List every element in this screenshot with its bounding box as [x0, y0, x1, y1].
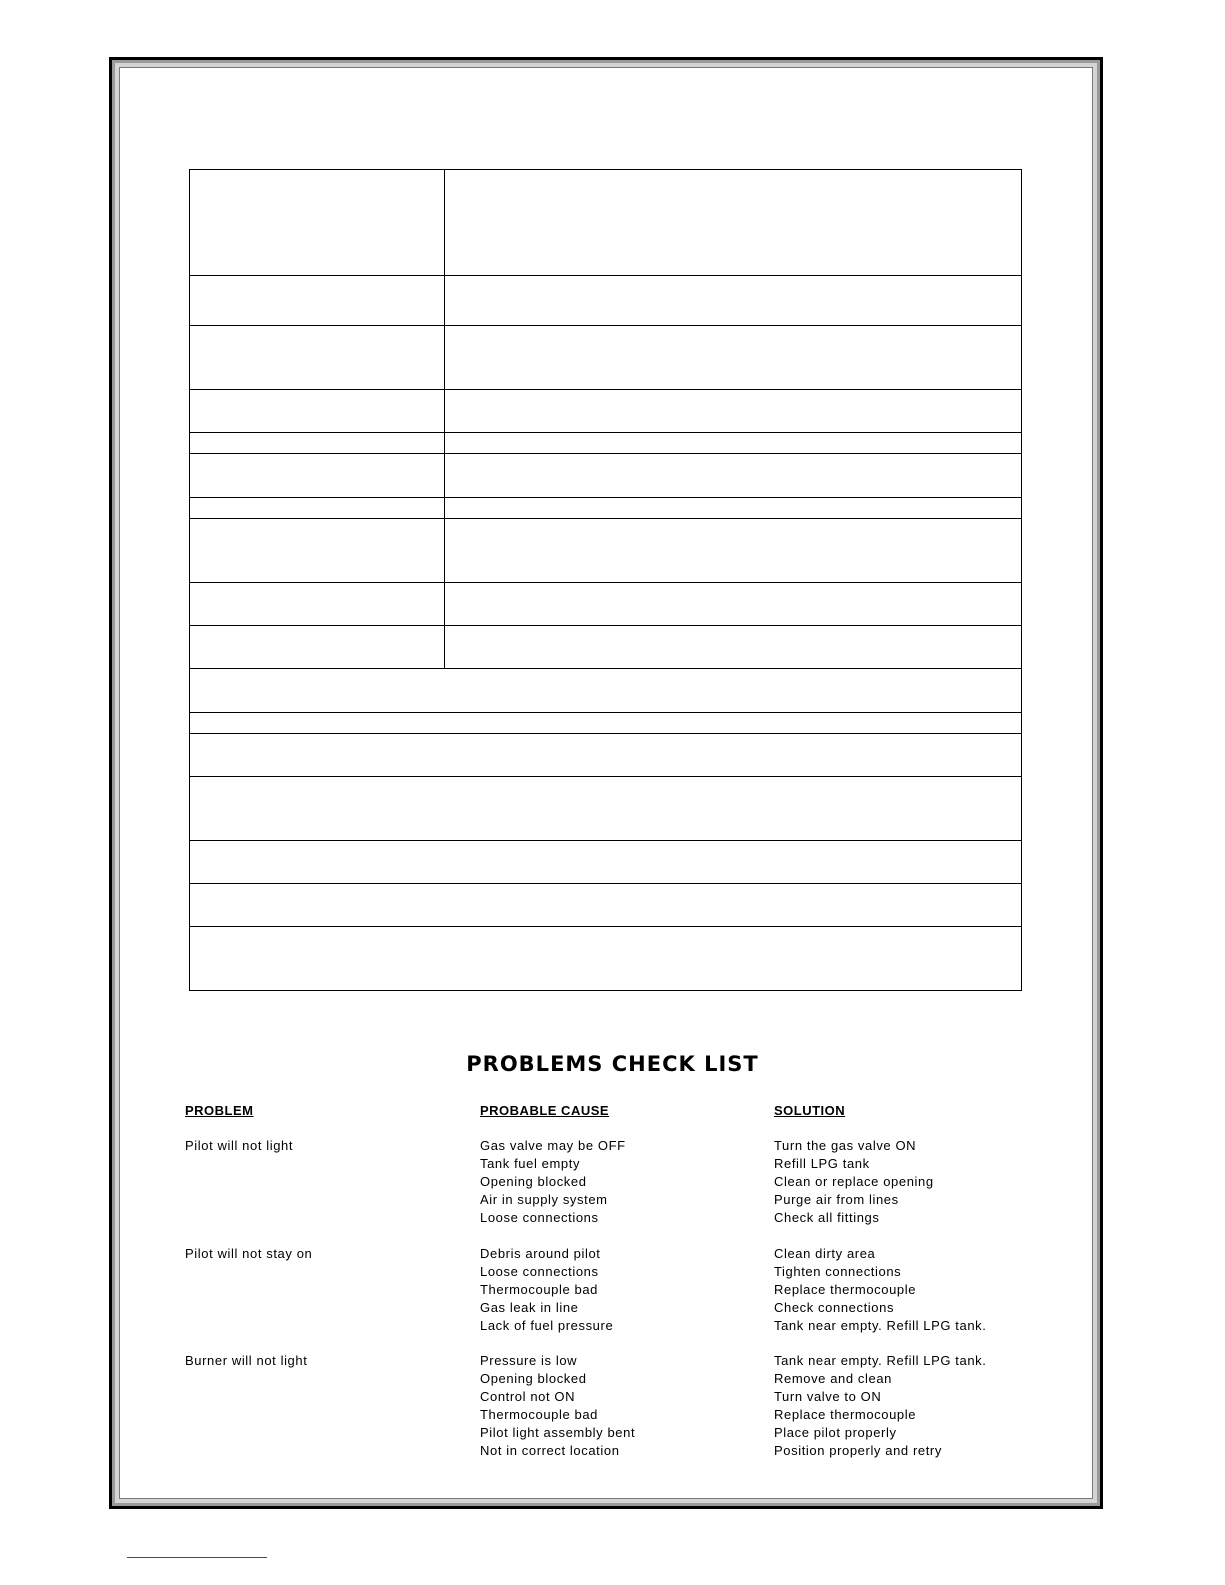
table-rule: [190, 926, 1021, 927]
problem-label: Pilot will not stay on: [185, 1246, 313, 1261]
table-rule: [190, 389, 1021, 390]
problem-label: Pilot will not light: [185, 1138, 294, 1153]
cause-text: Opening blocked: [480, 1371, 587, 1386]
cause-text: Pilot light assembly bent: [480, 1425, 636, 1440]
solution-text: Position properly and retry: [774, 1443, 942, 1458]
cause-text: Debris around pilot: [480, 1246, 601, 1261]
table-rule: [190, 275, 1021, 276]
solution-text: Remove and clean: [774, 1371, 892, 1386]
solution-text: Tank near empty. Refill LPG tank.: [774, 1353, 987, 1368]
solution-text: Check connections: [774, 1300, 895, 1315]
cause-text: Loose connections: [480, 1210, 599, 1225]
solution-text: Tighten connections: [774, 1264, 902, 1279]
table-rule: [190, 840, 1021, 841]
solution-text: Replace thermocouple: [774, 1407, 917, 1422]
solution-text: Clean dirty area: [774, 1246, 876, 1261]
cause-text: Pressure is low: [480, 1353, 578, 1368]
cause-text: Air in supply system: [480, 1192, 608, 1207]
table-rule: [190, 733, 1021, 734]
cause-text: Not in correct location: [480, 1443, 620, 1458]
solution-text: Clean or replace opening: [774, 1174, 934, 1189]
cause-text: Thermocouple bad: [480, 1282, 598, 1297]
table-rule: [190, 325, 1021, 326]
cause-text: Gas leak in line: [480, 1300, 579, 1315]
table-rule: [190, 518, 1021, 519]
header-probable-cause: PROBABLE CAUSE: [480, 1103, 610, 1118]
solution-text: Turn valve to ON: [774, 1389, 882, 1404]
cause-text: Control not ON: [480, 1389, 576, 1404]
table-rule: [190, 453, 1021, 454]
table-rule: [190, 883, 1021, 884]
table-rule: [190, 497, 1021, 498]
cause-text: Lack of fuel pressure: [480, 1318, 614, 1333]
table-column-divider: [444, 170, 445, 668]
solution-text: Purge air from lines: [774, 1192, 899, 1207]
problem-label: Burner will not light: [185, 1353, 308, 1368]
cause-text: Gas valve may be OFF: [480, 1138, 626, 1153]
table-rule: [190, 625, 1021, 626]
cause-text: Opening blocked: [480, 1174, 587, 1189]
solution-text: Tank near empty. Refill LPG tank.: [774, 1318, 987, 1333]
table-rule: [190, 776, 1021, 777]
solution-text: Place pilot properly: [774, 1425, 897, 1440]
solution-text: Replace thermocouple: [774, 1282, 917, 1297]
table-rule: [190, 432, 1021, 433]
table-rule: [190, 582, 1021, 583]
solution-text: Refill LPG tank: [774, 1156, 870, 1171]
cause-text: Loose connections: [480, 1264, 599, 1279]
header-solution: SOLUTION: [774, 1103, 846, 1118]
footer-link-underline: [127, 1557, 267, 1558]
checklist-title: PROBLEMS CHECK LIST: [466, 1052, 759, 1076]
cause-text: Thermocouple bad: [480, 1407, 598, 1422]
empty-ruled-table: [189, 169, 1022, 991]
solution-text: Turn the gas valve ON: [774, 1138, 917, 1153]
solution-text: Check all fittings: [774, 1210, 880, 1225]
table-rule: [190, 668, 1021, 669]
header-problem: PROBLEM: [185, 1103, 254, 1118]
cause-text: Tank fuel empty: [480, 1156, 581, 1171]
table-rule: [190, 712, 1021, 713]
